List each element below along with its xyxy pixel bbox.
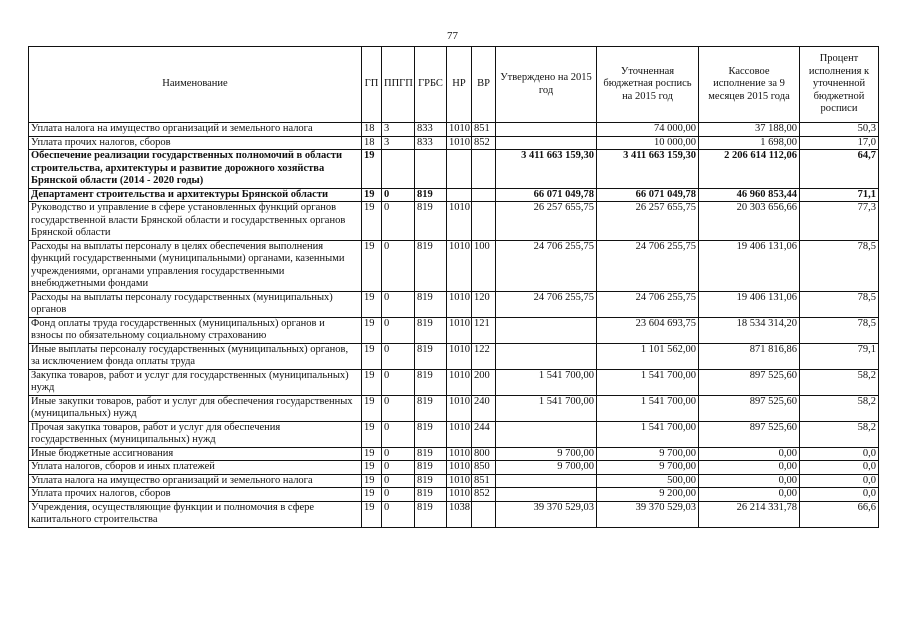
cell-approved <box>496 317 597 343</box>
cell-gp: 19 <box>362 461 382 475</box>
table-row <box>29 488 879 502</box>
cell-approved: 26 257 655,75 <box>496 202 597 241</box>
col-header-vr: ВР <box>472 47 496 123</box>
cell-gp: 19 <box>362 291 382 317</box>
cell-cash: 1 698,00 <box>699 136 800 150</box>
cell-cash: 20 303 656,66 <box>699 202 800 241</box>
cell-approved <box>496 474 597 488</box>
cell-gp: 19 <box>362 202 382 241</box>
cell-grbs: 819 <box>415 488 447 502</box>
cell-gp: 19 <box>362 488 382 502</box>
cell-approved <box>496 421 597 447</box>
cell-vr: 244 <box>472 421 496 447</box>
table-row <box>29 421 879 447</box>
cell-approved: 9 700,00 <box>496 447 597 461</box>
cell-approved <box>496 123 597 137</box>
cell-name: Расходы на выплаты персоналу в целях обеспечения выполнения функций государственными (муниципальными) органами, казенными учреждениями, органами управления государственными внебюджетными фондами <box>29 240 362 291</box>
cell-approved: 24 706 255,75 <box>496 291 597 317</box>
cell-cash: 871 816,86 <box>699 343 800 369</box>
cell-refined: 1 541 700,00 <box>597 369 699 395</box>
cell-grbs: 819 <box>415 291 447 317</box>
cell-grbs: 819 <box>415 202 447 241</box>
cell-ppgp: 0 <box>382 461 415 475</box>
cell-grbs: 819 <box>415 501 447 527</box>
cell-approved <box>496 136 597 150</box>
cell-np: 1010 <box>447 291 472 317</box>
cell-cash: 0,00 <box>699 474 800 488</box>
cell-gp: 19 <box>362 150 382 189</box>
cell-name: Уплата налогов, сборов и иных платежей <box>29 461 362 475</box>
cell-name: Расходы на выплаты персоналу государственных (муниципальных) органов <box>29 291 362 317</box>
cell-ppgp: 0 <box>382 369 415 395</box>
cell-percent: 17,0 <box>800 136 879 150</box>
cell-percent: 78,5 <box>800 240 879 291</box>
cell-name: Фонд оплаты труда государственных (муниципальных) органов и взносы по обязательному социальному страхованию <box>29 317 362 343</box>
table-row <box>29 202 879 241</box>
cell-gp: 19 <box>362 474 382 488</box>
cell-refined: 74 000,00 <box>597 123 699 137</box>
cell-grbs: 819 <box>415 369 447 395</box>
cell-refined: 1 541 700,00 <box>597 421 699 447</box>
col-header-name: Наименование <box>29 47 362 123</box>
cell-gp: 19 <box>362 421 382 447</box>
cell-refined: 39 370 529,03 <box>597 501 699 527</box>
cell-gp: 19 <box>362 395 382 421</box>
cell-name: Обеспечение реализации государственных полномочий в области строительства, архитектуры и развитие дорожного хозяйства Брянской области (2014 - 2020 годы) <box>29 150 362 189</box>
cell-name: Учреждения, осуществляющие функции и полномочия в сфере капитального строительства <box>29 501 362 527</box>
table-row <box>29 501 879 527</box>
cell-gp: 19 <box>362 240 382 291</box>
cell-approved: 66 071 049,78 <box>496 188 597 202</box>
cell-cash: 19 406 131,06 <box>699 240 800 291</box>
cell-vr <box>472 150 496 189</box>
cell-np: 1010 <box>447 447 472 461</box>
cell-name: Иные выплаты персоналу государственных (муниципальных) органов, за исключением фонда оплаты труда <box>29 343 362 369</box>
cell-gp: 18 <box>362 136 382 150</box>
cell-grbs: 833 <box>415 123 447 137</box>
cell-percent: 71,1 <box>800 188 879 202</box>
cell-name: Уплата налога на имущество организаций и земельного налога <box>29 474 362 488</box>
cell-ppgp: 0 <box>382 343 415 369</box>
cell-np: 1010 <box>447 317 472 343</box>
col-header-ppgp: ППГП <box>382 47 415 123</box>
cell-vr <box>472 188 496 202</box>
cell-ppgp: 0 <box>382 395 415 421</box>
table-row <box>29 369 879 395</box>
cell-ppgp: 0 <box>382 474 415 488</box>
cell-percent: 78,5 <box>800 317 879 343</box>
cell-ppgp: 0 <box>382 421 415 447</box>
cell-name: Руководство и управление в сфере установленных функций органов государственной власти Брянской области и государственных органов Брянской области <box>29 202 362 241</box>
cell-approved: 3 411 663 159,30 <box>496 150 597 189</box>
cell-percent: 66,6 <box>800 501 879 527</box>
cell-vr: 240 <box>472 395 496 421</box>
cell-gp: 19 <box>362 369 382 395</box>
cell-grbs: 833 <box>415 136 447 150</box>
cell-approved: 1 541 700,00 <box>496 395 597 421</box>
cell-grbs: 819 <box>415 395 447 421</box>
col-header-refined: Уточненная бюджетная роспись на 2015 год <box>597 47 699 123</box>
cell-name: Уплата налога на имущество организаций и земельного налога <box>29 123 362 137</box>
cell-grbs: 819 <box>415 240 447 291</box>
cell-percent: 58,2 <box>800 369 879 395</box>
cell-percent: 79,1 <box>800 343 879 369</box>
cell-ppgp: 0 <box>382 488 415 502</box>
cell-ppgp: 0 <box>382 447 415 461</box>
col-header-approved: Утверждено на 2015 год <box>496 47 597 123</box>
cell-refined: 500,00 <box>597 474 699 488</box>
cell-approved: 24 706 255,75 <box>496 240 597 291</box>
cell-np: 1010 <box>447 461 472 475</box>
cell-percent: 0,0 <box>800 447 879 461</box>
table-row <box>29 395 879 421</box>
table-row <box>29 136 879 150</box>
cell-np: 1010 <box>447 240 472 291</box>
cell-np: 1010 <box>447 123 472 137</box>
cell-refined: 24 706 255,75 <box>597 291 699 317</box>
table-row <box>29 123 879 137</box>
col-header-np: НР <box>447 47 472 123</box>
cell-vr <box>472 501 496 527</box>
cell-cash: 897 525,60 <box>699 369 800 395</box>
cell-vr: 800 <box>472 447 496 461</box>
table-row <box>29 317 879 343</box>
cell-grbs: 819 <box>415 447 447 461</box>
cell-ppgp: 0 <box>382 291 415 317</box>
cell-np: 1010 <box>447 474 472 488</box>
cell-gp: 19 <box>362 188 382 202</box>
cell-vr: 852 <box>472 488 496 502</box>
cell-np: 1010 <box>447 136 472 150</box>
cell-approved: 39 370 529,03 <box>496 501 597 527</box>
cell-np: 1010 <box>447 343 472 369</box>
cell-percent: 78,5 <box>800 291 879 317</box>
cell-refined: 9 700,00 <box>597 461 699 475</box>
cell-grbs: 819 <box>415 343 447 369</box>
cell-name: Уплата прочих налогов, сборов <box>29 488 362 502</box>
cell-np: 1010 <box>447 488 472 502</box>
cell-name: Иные бюджетные ассигнования <box>29 447 362 461</box>
cell-ppgp: 3 <box>382 136 415 150</box>
cell-vr: 852 <box>472 136 496 150</box>
cell-ppgp: 0 <box>382 317 415 343</box>
cell-gp: 18 <box>362 123 382 137</box>
cell-name: Уплата прочих налогов, сборов <box>29 136 362 150</box>
cell-cash: 18 534 314,20 <box>699 317 800 343</box>
cell-grbs: 819 <box>415 421 447 447</box>
cell-refined: 23 604 693,75 <box>597 317 699 343</box>
cell-cash: 897 525,60 <box>699 395 800 421</box>
cell-vr: 100 <box>472 240 496 291</box>
cell-vr: 851 <box>472 474 496 488</box>
cell-percent: 0,0 <box>800 474 879 488</box>
cell-grbs: 819 <box>415 474 447 488</box>
cell-percent: 50,3 <box>800 123 879 137</box>
cell-percent: 58,2 <box>800 421 879 447</box>
cell-vr: 120 <box>472 291 496 317</box>
cell-name: Прочая закупка товаров, работ и услуг для обеспечения государственных (муниципальных) нужд <box>29 421 362 447</box>
cell-ppgp <box>382 150 415 189</box>
budget-table <box>28 46 879 528</box>
page-number: 77 <box>447 30 458 42</box>
cell-refined: 1 101 562,00 <box>597 343 699 369</box>
table-row <box>29 240 879 291</box>
cell-name: Закупка товаров, работ и услуг для государственных (муниципальных) нужд <box>29 369 362 395</box>
table-header-row <box>29 47 879 123</box>
cell-approved <box>496 343 597 369</box>
table-row <box>29 461 879 475</box>
cell-refined: 1 541 700,00 <box>597 395 699 421</box>
cell-vr: 850 <box>472 461 496 475</box>
cell-refined: 3 411 663 159,30 <box>597 150 699 189</box>
col-header-grbs: ГРБС <box>415 47 447 123</box>
cell-percent: 77,3 <box>800 202 879 241</box>
cell-gp: 19 <box>362 317 382 343</box>
cell-ppgp: 3 <box>382 123 415 137</box>
cell-approved <box>496 488 597 502</box>
cell-np <box>447 188 472 202</box>
cell-vr: 851 <box>472 123 496 137</box>
cell-np: 1010 <box>447 202 472 241</box>
cell-grbs: 819 <box>415 188 447 202</box>
cell-grbs: 819 <box>415 317 447 343</box>
cell-approved: 9 700,00 <box>496 461 597 475</box>
cell-cash: 0,00 <box>699 461 800 475</box>
cell-np: 1010 <box>447 369 472 395</box>
cell-percent: 0,0 <box>800 488 879 502</box>
cell-gp: 19 <box>362 501 382 527</box>
col-header-cash: Кассовое исполнение за 9 месяцев 2015 года <box>699 47 800 123</box>
cell-vr: 122 <box>472 343 496 369</box>
table-row <box>29 188 879 202</box>
table-body <box>29 123 879 528</box>
cell-refined: 26 257 655,75 <box>597 202 699 241</box>
cell-percent: 64,7 <box>800 150 879 189</box>
cell-refined: 9 700,00 <box>597 447 699 461</box>
cell-vr <box>472 202 496 241</box>
cell-cash: 0,00 <box>699 488 800 502</box>
cell-approved: 1 541 700,00 <box>496 369 597 395</box>
cell-np: 1038 <box>447 501 472 527</box>
col-header-gp: ГП <box>362 47 382 123</box>
cell-ppgp: 0 <box>382 501 415 527</box>
cell-refined: 24 706 255,75 <box>597 240 699 291</box>
cell-name: Иные закупки товаров, работ и услуг для обеспечения государственных (муниципальных) нужд <box>29 395 362 421</box>
table-row <box>29 343 879 369</box>
cell-cash: 897 525,60 <box>699 421 800 447</box>
cell-cash: 26 214 331,78 <box>699 501 800 527</box>
cell-cash: 0,00 <box>699 447 800 461</box>
cell-vr: 121 <box>472 317 496 343</box>
cell-cash: 19 406 131,06 <box>699 291 800 317</box>
cell-refined: 9 200,00 <box>597 488 699 502</box>
table-row <box>29 447 879 461</box>
cell-refined: 66 071 049,78 <box>597 188 699 202</box>
cell-grbs <box>415 150 447 189</box>
cell-np: 1010 <box>447 395 472 421</box>
cell-refined: 10 000,00 <box>597 136 699 150</box>
cell-ppgp: 0 <box>382 188 415 202</box>
table-row <box>29 291 879 317</box>
cell-name: Департамент строительства и архитектуры Брянской области <box>29 188 362 202</box>
cell-gp: 19 <box>362 447 382 461</box>
cell-np <box>447 150 472 189</box>
cell-cash: 37 188,00 <box>699 123 800 137</box>
table-row <box>29 150 879 189</box>
cell-ppgp: 0 <box>382 202 415 241</box>
cell-percent: 0,0 <box>800 461 879 475</box>
cell-gp: 19 <box>362 343 382 369</box>
cell-cash: 2 206 614 112,06 <box>699 150 800 189</box>
cell-cash: 46 960 853,44 <box>699 188 800 202</box>
col-header-percent: Процент исполнения к уточненной бюджетной росписи <box>800 47 879 123</box>
cell-vr: 200 <box>472 369 496 395</box>
table-row <box>29 474 879 488</box>
cell-grbs: 819 <box>415 461 447 475</box>
cell-np: 1010 <box>447 421 472 447</box>
cell-percent: 58,2 <box>800 395 879 421</box>
cell-ppgp: 0 <box>382 240 415 291</box>
